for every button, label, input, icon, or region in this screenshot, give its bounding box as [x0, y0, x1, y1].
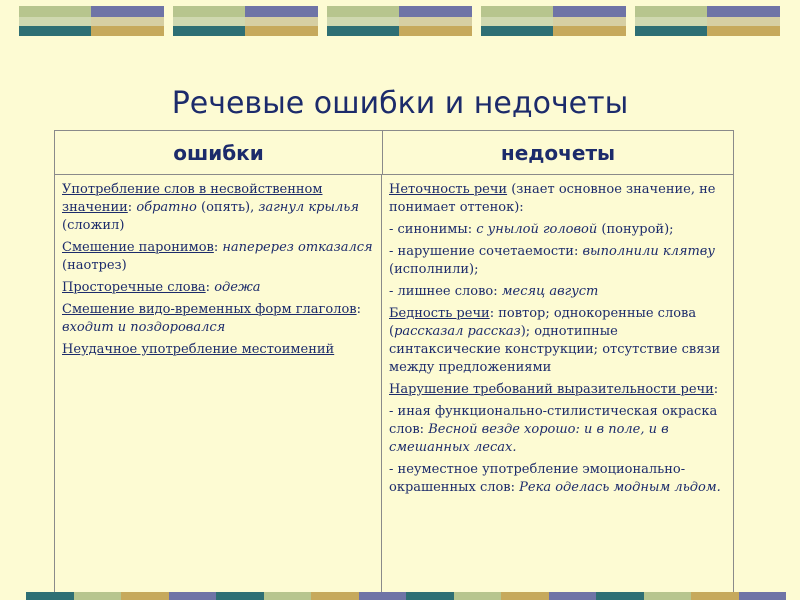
entry-text: Весной везде хорошо: и в поле, и в смешанных лесах. — [389, 422, 669, 455]
entry-text: (наотрез) — [62, 258, 127, 273]
table-entry — [389, 381, 726, 399]
header-errors: ошибки — [55, 131, 383, 174]
deco-strip — [644, 592, 692, 600]
deco-strip — [691, 592, 739, 600]
deco-strip — [406, 592, 454, 600]
deco-strip — [549, 592, 597, 600]
shortcomings-column — [382, 175, 733, 600]
entry-text: - синонимы: — [389, 222, 477, 237]
entry-text: (опять), — [196, 200, 259, 215]
table-entry — [389, 181, 726, 217]
entry-text: одежа — [214, 280, 261, 295]
table-entry — [389, 283, 726, 301]
entry-text: наперерез отказался — [222, 240, 373, 255]
deco-strip — [121, 592, 169, 600]
entry-text: входит и поздоровался — [62, 320, 226, 335]
entry-text: (знает основное значение, не понимает оттенок): — [389, 182, 716, 215]
errors-column — [55, 175, 382, 600]
entry-text: (понурой); — [597, 222, 674, 237]
deco-tile — [327, 6, 472, 36]
table-entry — [389, 403, 726, 457]
table-entry — [62, 279, 374, 297]
deco-tile — [481, 6, 626, 36]
deco-strip — [359, 592, 407, 600]
entry-text: - иная функционально-стилистическая окраска слов: — [389, 404, 718, 437]
entry-text: Река оделась модным льдом. — [519, 480, 721, 495]
deco-strip — [74, 592, 122, 600]
table-entry — [62, 341, 374, 359]
entry-text: обратно — [136, 200, 197, 215]
entry-text: с унылой головой — [476, 222, 598, 237]
entry-text: Употребление слов в несвойственном значении — [62, 182, 323, 215]
table-body — [55, 175, 733, 600]
entry-text: : — [127, 200, 137, 215]
entry-text: Бедность речи — [389, 306, 490, 321]
entry-text: : — [205, 280, 215, 295]
entry-text: ); однотипные синтаксические конструкции; отсутствие связи между предложениями — [389, 324, 721, 375]
top-decoration — [19, 6, 781, 36]
table-entry — [389, 461, 726, 497]
deco-strip — [501, 592, 549, 600]
deco-strip — [739, 592, 787, 600]
entry-text: : — [213, 240, 223, 255]
entry-text: месяц август — [501, 284, 599, 299]
entry-text: - неуместное употребление эмоционально-окрашенных слов: — [389, 462, 686, 495]
entry-text: : — [356, 302, 361, 317]
deco-strip — [454, 592, 502, 600]
errors-table — [54, 130, 734, 600]
header-shortcomings: недочеты — [500, 140, 616, 165]
table-header — [55, 131, 733, 175]
deco-tile — [19, 6, 164, 36]
entry-text: рассказал рассказ — [394, 324, 521, 339]
entry-text: (сложил) — [62, 218, 125, 233]
entry-text: Смешение видо-временных форм глаголов — [62, 302, 357, 317]
table-entry — [389, 221, 726, 239]
entry-text: Неудачное употребление местоимений — [62, 342, 335, 357]
entry-text: : — [713, 382, 719, 397]
table-entry — [62, 301, 374, 337]
table-entry — [389, 243, 726, 279]
deco-tile — [173, 6, 318, 36]
entry-text: Просторечные слова — [62, 280, 206, 295]
table-entry — [62, 181, 374, 235]
deco-strip — [216, 592, 264, 600]
entry-text: (исполнили); — [389, 262, 479, 277]
deco-tile — [635, 6, 780, 36]
table-entry — [389, 305, 726, 377]
entry-text: Смешение паронимов — [62, 240, 214, 255]
entry-text: : повтор; однокоренные слова ( — [389, 306, 697, 339]
bottom-decoration — [26, 592, 786, 600]
entry-text: Неточность речи — [389, 182, 508, 197]
deco-strip — [311, 592, 359, 600]
slide-title: Речевые ошибки и недочеты — [171, 86, 629, 121]
entry-text: Нарушение требований выразительности речи — [389, 382, 714, 397]
deco-strip — [596, 592, 644, 600]
table-entry — [62, 239, 374, 275]
entry-text: - лишнее слово: — [389, 284, 502, 299]
deco-strip — [26, 592, 74, 600]
entry-text: - нарушение сочетаемости: — [389, 244, 583, 259]
entry-text: выполнили клятву — [582, 244, 715, 259]
deco-strip — [169, 592, 217, 600]
deco-strip — [264, 592, 312, 600]
entry-text: загнул крылья — [258, 200, 359, 215]
